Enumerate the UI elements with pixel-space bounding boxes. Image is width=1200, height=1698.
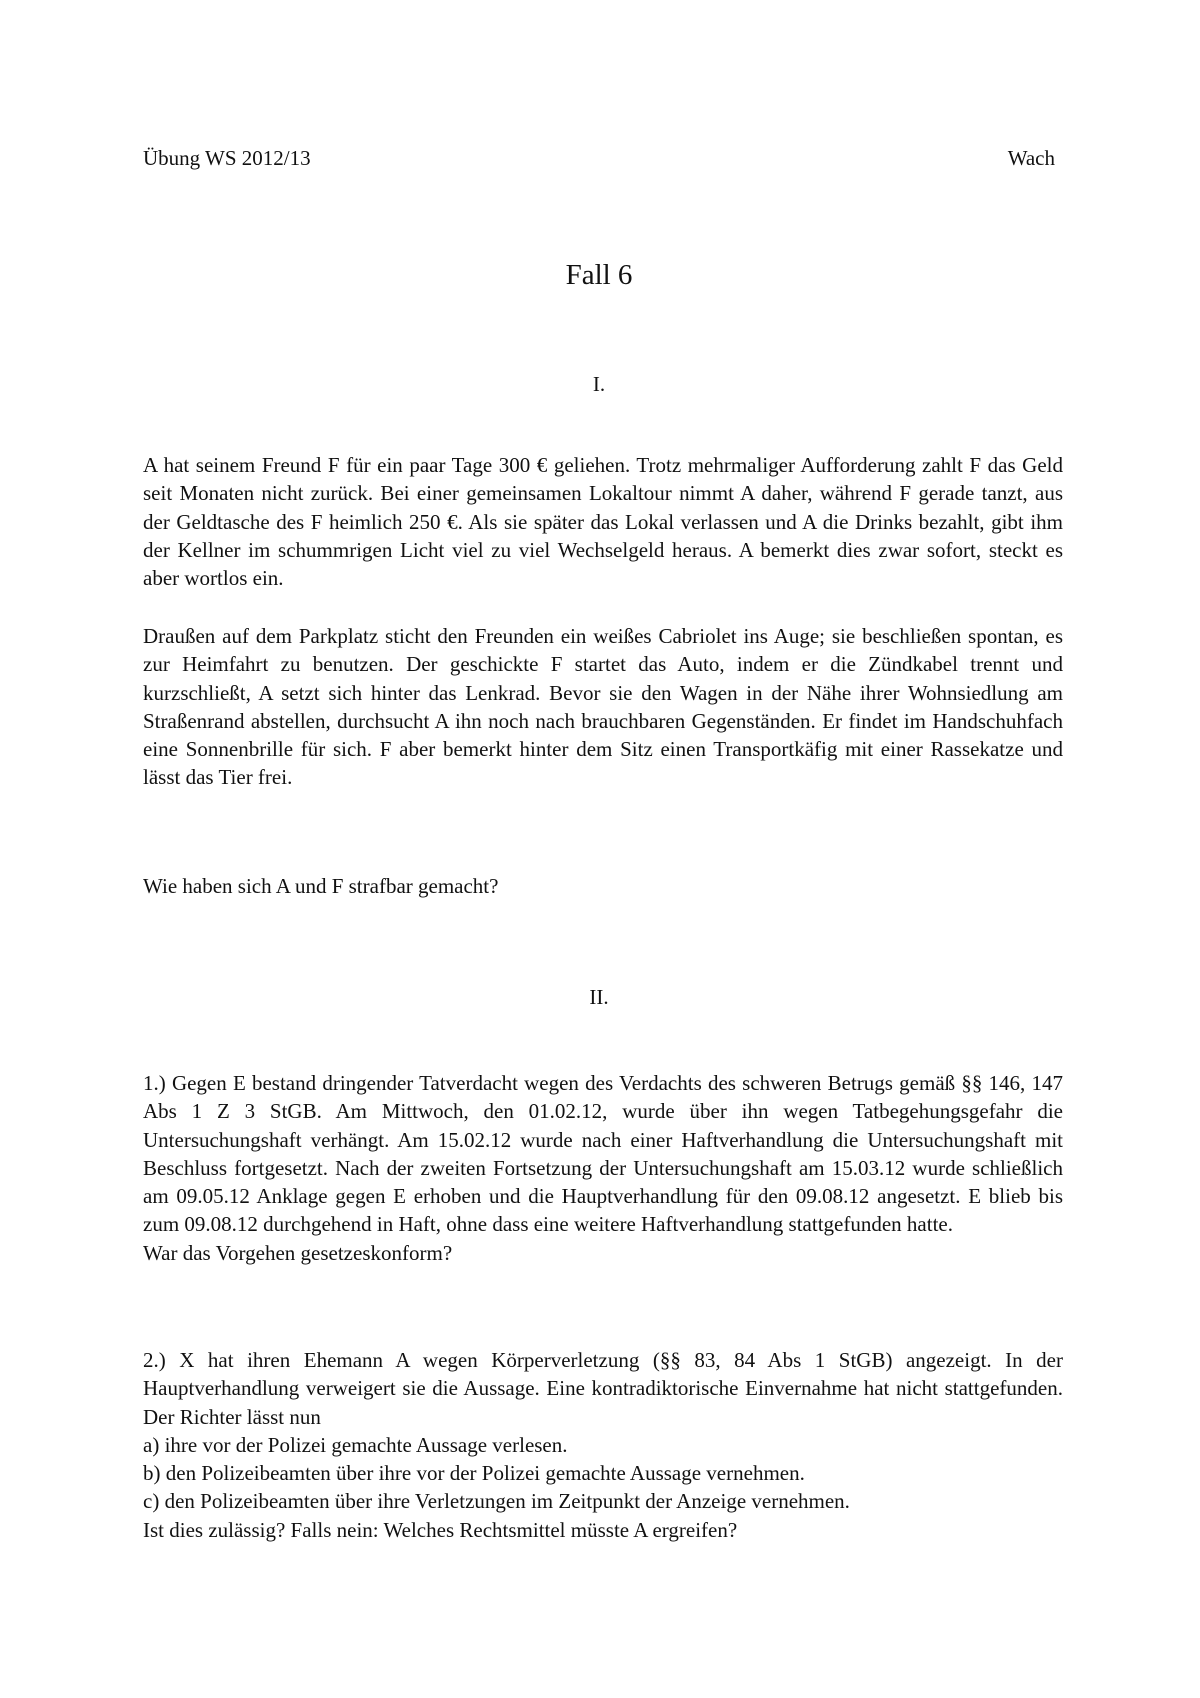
course-label: Übung WS 2012/13	[143, 146, 311, 170]
author-label: Wach	[1007, 146, 1055, 170]
page-header	[143, 143, 1055, 173]
case-option-c: c) den Polizeibeamten über ihre Verletzungen im Zeitpunkt der Anzeige vernehmen.	[143, 1489, 850, 1514]
question-text: Wie haben sich A und F strafbar gemacht?	[143, 874, 499, 898]
part2-case-2	[143, 1346, 1063, 1544]
section-numeral-2: II.	[589, 985, 609, 1009]
case-option-a: a) ihre vor der Polizei gemachte Aussage verlesen.	[143, 1432, 568, 1457]
paragraph-text: A hat seinem Freund F für ein paar Tage 300 € geliehen. Trotz mehrmaliger Aufforderung zahlt F das Geld seit Monaten nicht zurück. Bei einer gemeinsamen Lokaltour nimmt A daher, während F gerade tanzt, aus der Geldtasche des F heimlich 250 €. Als sie später das Lokal verlassen und A die Drinks bezahlt, gibt ihm der Kellner im schummrigen Licht viel zu viel Wechselgeld heraus. A bemerkt dies zwar sofort, steckt es aber wortlos ein.	[143, 453, 1063, 591]
part2-case-1	[143, 1069, 1063, 1267]
part1-question	[143, 872, 1063, 900]
part1-paragraph-2	[143, 622, 1063, 792]
case-text: 1.) Gegen E bestand dringender Tatverdacht wegen des Verdachts des schweren Betrugs gemäß §§ 146, 147 Abs 1 Z 3 StGB. Am Mittwoch, den 01.02.12, wurde über ihn wegen Tatbegehungsgefahr die Untersuchungshaft verhängt. Am 15.02.12 wurde nach einer Haftverhandlung die Untersuchungshaft mit Beschluss fortgesetzt. Nach der zweiten Fortsetzung der Untersuchungshaft am 15.03.12 wurde schließlich am 09.05.12 Anklage gegen E erhoben und die Hauptverhandlung für den 09.08.12 angesetzt. E blieb bis zum 09.08.12 durchgehend in Haft, ohne dass eine weitere Haftverhandlung stattgefunden hatte.	[143, 1071, 1063, 1237]
case-intro: 2.) X hat ihren Ehemann A wegen Körperverletzung (§§ 83, 84 Abs 1 StGB) angezeigt. In der Hauptverhandlung verweigert sie die Aussage. Eine kontradiktorische Einvernahme hat nicht stattgefunden. Der Richter lässt nun	[143, 1348, 1063, 1429]
paragraph-text: Draußen auf dem Parkplatz sticht den Freunden ein weißes Cabriolet ins Auge; sie beschließen spontan, es zur Heimfahrt zu benutzen. Der geschickte F startet das Auto, indem er die Zündkabel trennt und kurzschließt, A setzt sich hinter das Lenkrad. Bevor sie den Wagen in der Nähe ihrer Wohnsiedlung am Straßenrand abstellen, durchsucht A ihn noch nach brauchbaren Gegenständen. Er findet im Handschuhfach eine Sonnenbrille für sich. F aber bemerkt hinter dem Sitz einen Transportkäfig mit einer Rassekatze und lässt das Tier frei.	[143, 624, 1063, 790]
part1-paragraph-1	[143, 451, 1063, 592]
section-numeral-1: I.	[592, 372, 606, 396]
case-option-b: b) den Polizeibeamten über ihre vor der Polizei gemachte Aussage vernehmen.	[143, 1461, 805, 1486]
page-title: Fall 6	[565, 259, 633, 291]
case-question: Ist dies zulässig? Falls nein: Welches Rechtsmittel müsste A ergreifen?	[143, 1517, 738, 1542]
case-question: War das Vorgehen gesetzeskonform?	[143, 1240, 453, 1265]
